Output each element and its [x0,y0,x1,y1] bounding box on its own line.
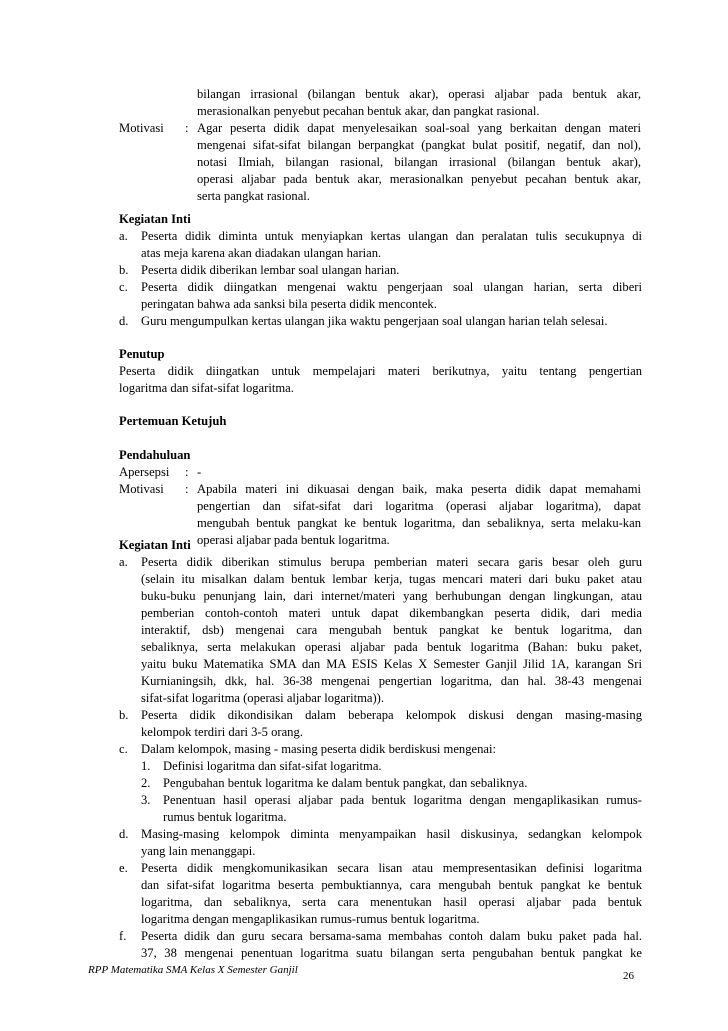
list-marker: a. [119,229,128,243]
page-number: 26 [623,970,634,982]
list-marker: f. [119,929,127,943]
text-line: logaritma dengan mengaplikasikan rumus-rumus bentuk logaritma. [141,912,480,926]
text-line: rumus bentuk logaritma. [163,810,287,824]
list-item [119,313,642,330]
text-line: dan sifat-sifat logaritma beserta pembuktiannya, cara mengubah bentuk pangkat ke bentuk [141,878,642,892]
list-item [119,554,642,707]
motivasi-text [197,481,641,549]
section-heading-pendahuluan: Pendahuluan [119,448,191,462]
sub-list-item [141,792,642,826]
text-line: mengenai sifat-sifat bilangan berpangkat (pangkat bulat positif, negatif, dan nol), [197,138,641,152]
text-line: Peserta didik dikondisikan dalam beberapa kelompok diskusi dengan masing-masing [141,708,642,722]
text-line: pemberian contoh-contoh materi untuk dapat dikembangkan peserta didik, dari media [141,606,642,620]
section-heading-kegiatan-inti: Kegiatan Inti [119,538,191,552]
text-line: peringatan bahwa ada sanksi bila peserta didik mencontek. [141,297,437,311]
text-line: Peserta didik dan guru secara bersama-sama membahas contoh dalam buku paket pada hal. [141,929,642,943]
text-line: operasi aljabar pada bentuk akar, merasionalkan penyebut pecahan bentuk akar, [197,172,641,186]
list-marker: 2. [141,776,151,790]
text-line: logaritma, dan sebaliknya, serta cara menentukan hasil operasi aljabar pada bentuk [141,895,642,909]
list-item [119,262,642,279]
text-line: Peserta didik mengkomunikasikan secara lisan atau mempresentasikan definisi logaritma [141,861,642,875]
list-marker: d. [119,827,129,841]
list-marker: d. [119,314,129,328]
text-line: sebaliknya, serta melakukan operasi aljabar pada bentuk logaritma (Bahan: buku paket, [141,640,642,654]
list-item [119,228,642,262]
sub-list-item [141,758,642,775]
text-line: Agar peserta didik dapat menyelesaikan soal-soal yang berkaitan dengan materi [197,121,641,135]
text-line: yaitu buku Matematika SMA dan MA ESIS Kelas X Semester Ganjil Jilid 1A, karangan Sri [141,657,642,671]
text-line: Peserta didik diingatkan untuk mempelajari materi berikutnya, yaitu tentang pengertian [119,364,642,378]
list-marker: 1. [141,759,151,773]
text-line: Definisi logaritma dan sifat-sifat logaritma. [163,759,382,773]
text-line: sifat-sifat logaritma (operasi aljabar logaritma)). [141,691,385,705]
list-item [119,860,642,928]
sub-list-item [141,775,642,792]
text-line: kelompok terdiri dari 3-5 orang. [141,725,303,739]
text-line: Guru mengumpulkan kertas ulangan jika waktu pengerjaan soal ulangan harian telah selesai. [141,314,608,328]
text-line: 37, 38 mengenai penentuan logaritma suatu bilangan serta pengubahan bentuk pangkat ke [141,946,642,960]
top-continuation [197,86,641,120]
text-line: atas meja karena akan diadakan ulangan harian. [141,246,382,260]
section-heading-kegiatan-inti: Kegiatan Inti [119,212,191,226]
motivasi-label: Motivasi [119,121,164,135]
text-line: Pengubahan bentuk logaritma ke dalam bentuk pangkat, dan sebaliknya. [163,776,528,790]
text-line: Peserta didik diberikan lembar soal ulangan harian. [141,263,400,277]
text-line: bilangan irrasional (bilangan bentuk akar), operasi aljabar pada bentuk akar, [197,87,641,101]
list-item [119,707,642,741]
list-marker: 3. [141,793,151,807]
apersepsi-value: - [197,465,202,479]
list-marker: b. [119,263,129,277]
text-line: logaritma dan sifat-sifat logaritma. [119,381,294,395]
text-line: Peserta didik diminta untuk menyiapkan kertas ulangan dan peralatan tulis secukupnya di [141,229,642,243]
apersepsi-colon: : [185,465,189,479]
list-marker: a. [119,555,128,569]
text-line: Penentuan hasil operasi aljabar pada bentuk logaritma dengan mengaplikasikan rumus- [163,793,642,807]
text-line: Masing-masing kelompok diminta menyampaikan hasil diskusinya, sedangkan kelompok [141,827,642,841]
text-line: buku-buku penunjang lain, dari internet/materi yang berhubungan dengan lingkungan, atau [141,589,642,603]
text-line: operasi aljabar pada bentuk logaritma. [197,533,390,547]
text-line: (selain itu misalkan dalam bentuk lembar kerja, tugas mencari materi dari buku paket atau [141,572,642,586]
list-marker: c. [119,280,128,294]
text-line: merasionalkan penyebut pecahan bentuk akar, dan pangkat rasional. [197,104,540,118]
text-line: serta pangkat rasional. [197,189,310,203]
text-line: Apabila materi ini dikuasai dengan baik, maka peserta didik dapat memahami [197,482,641,496]
meeting-heading: Pertemuan Ketujuh [119,414,227,428]
list-item [119,741,642,758]
text-line: Peserta didik diberikan stimulus berupa pemberian materi secara garis besar oleh guru [141,555,642,569]
apersepsi-label: Apersepsi [119,465,170,479]
text-line: Peserta didik diingatkan mengenai waktu pengerjaan soal ulangan harian, serta diberi [141,280,642,294]
list-marker: b. [119,708,129,722]
text-line: Dalam kelompok, masing - masing peserta didik berdiskusi mengenai: [141,742,496,756]
text-line: yang lain menanggapi. [141,844,256,858]
motivasi-label: Motivasi [119,482,164,496]
list-marker: e. [119,861,128,875]
text-line: interaktif, dsb) mengenai cara mengubah bentuk pangkat ke bentuk logaritma, dan [141,623,642,637]
motivasi-text [197,120,641,205]
footer-document-title: RPP Matematika SMA Kelas X Semester Ganjil [88,964,298,976]
text-line: Kurnianingsih, dkk, hal. 36-38 mengenai pengertian logaritma, dan hal. 38-43 mengenai [141,674,642,688]
section-heading-penutup: Penutup [119,347,165,361]
list-marker: c. [119,742,128,756]
motivasi-colon: : [185,121,189,135]
text-line: pengertian dan sifat-sifat dari logaritma (operasi aljabar logaritma), dapat [197,499,641,513]
text-line: mengubah bentuk pangkat ke bentuk logaritma, dan sebaliknya, serta melaku-kan [197,516,641,530]
list-item [119,826,642,860]
penutup-text [119,363,642,397]
text-line: notasi Ilmiah, bilangan rasional, bilangan irrasional (bilangan bentuk akar), [197,155,641,169]
list-item [119,928,642,962]
list-item [119,279,642,313]
motivasi-colon: : [185,482,189,496]
